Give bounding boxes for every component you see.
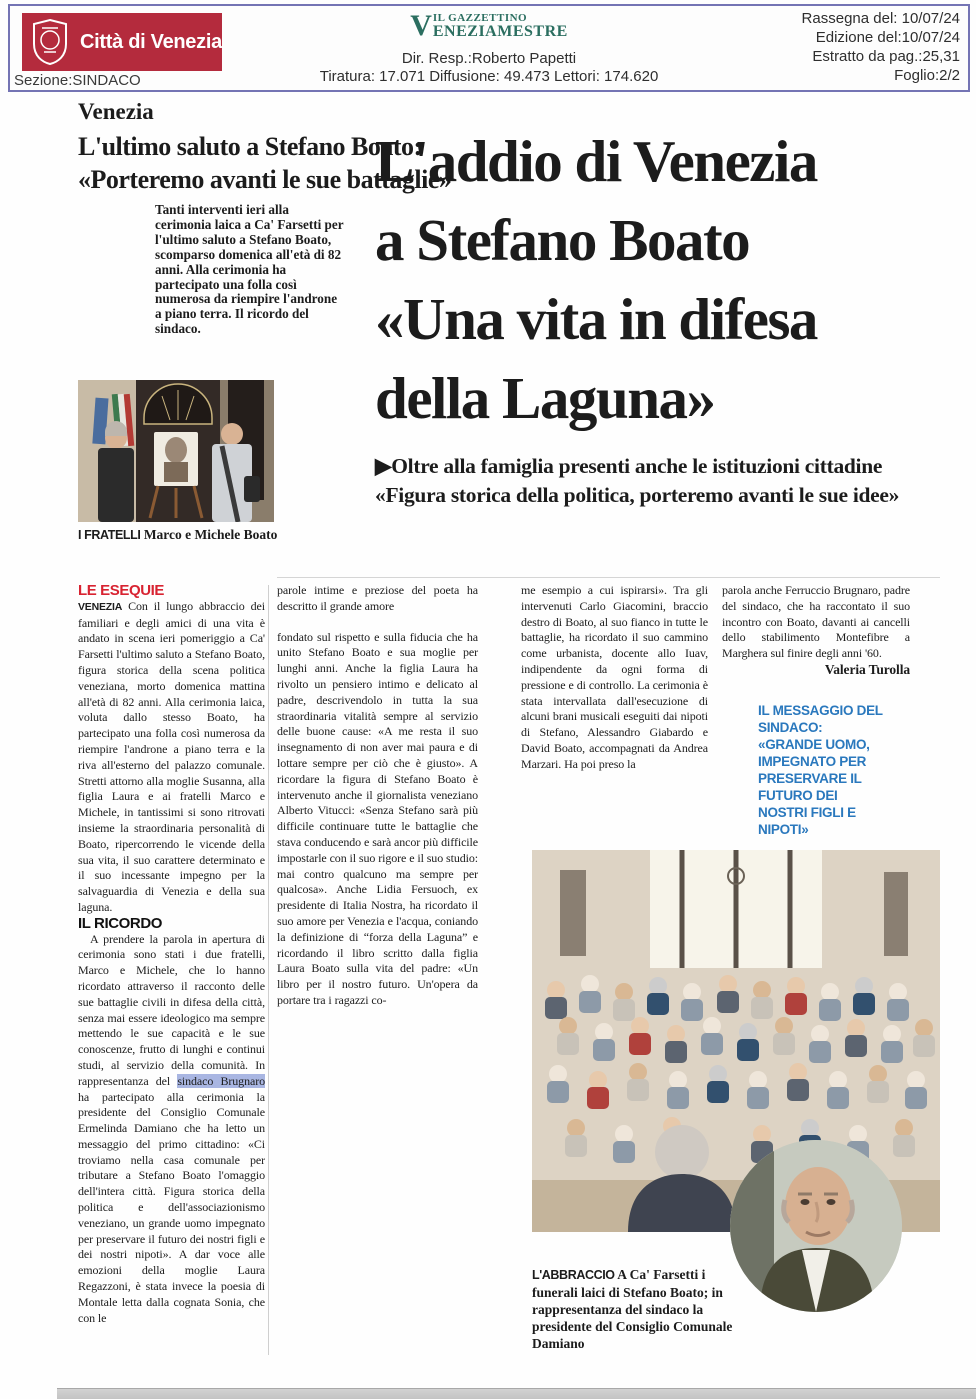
dateline: VENEZIA bbox=[78, 600, 123, 613]
divider bbox=[277, 577, 940, 578]
circulation-line: Tiratura: 17.071 Diffusione: 49.473 Lettori: 174.620 bbox=[319, 68, 659, 85]
subheadline: ▶Oltre alla famiglia presenti anche le istituzioni cittadine «Figura storica della politica, porteremo avanti le sue idee» bbox=[375, 454, 900, 507]
main-headline: L'addio di Venezia a Stefano Boato «Una vita in difesa della Laguna» bbox=[375, 128, 817, 431]
paragraph: VENEZIA Con il lungo abbraccio dei familiari e degli amici di una vita è andato in scena ieri pomeriggio a Ca' Farsetti l'ultimo saluto a Stefano Boato, figura storica della scena politica veneziana, morto domenica mattina all'età di 82 anni. Alla cerimonia laica, voluta dallo stesso Boato, ha partecipato una folla così numerosa da riempire l'androne a piano terra e la riva all'esterno del palazzo comunale. Stretti attorno alla moglie Susanna, alla figlia Laura e ai fratelli Marco e Michele, in tantissimi si sono ritrovati insieme la straordinaria personalità di Boato, ripercorrendo le vicende della sua vita, il suo carattere determinato e il suo incessante impegno per la salvaguardia di Venezia e della sua laguna. bbox=[78, 598, 265, 914]
kicker: Venezia bbox=[78, 99, 154, 124]
masthead-initial: V bbox=[410, 9, 432, 42]
brothers-photo-illustration bbox=[78, 380, 274, 522]
article-column-3 bbox=[521, 583, 708, 843]
review-meta bbox=[802, 9, 960, 85]
byline: Valeria Turolla bbox=[824, 661, 910, 677]
masthead-subtitle: ENEZIAMESTRE bbox=[432, 23, 568, 40]
paragraph: parole intime e preziose del poeta ha descritto il grande amore bbox=[277, 583, 478, 613]
brothers-photo bbox=[78, 380, 274, 522]
press-review-header bbox=[8, 4, 970, 92]
extract-pages: Estratto da pag.:25,31 bbox=[812, 48, 960, 65]
portrait-photo-illustration bbox=[730, 1140, 902, 1312]
secondary-headline: L'ultimo saluto a Stefano Boato: «Porteremo avanti le sue battaglie» bbox=[78, 132, 452, 194]
brothers-photo-caption: I FRATELLI Marco e Michele Boato bbox=[78, 527, 278, 542]
article-column-1 bbox=[78, 583, 265, 1365]
section-label: Sezione:SINDACO bbox=[14, 72, 141, 89]
paragraph: A prendere la parola in apertura di cerimonia sono stati i due fratelli, Marco e Michele, che lo hanno ricordato attraverso il racconto delle sue battaglie civili in difesa della città, senza mai essere ideologico ma sempre mettendo le sue capacità e le sue conoscenze, frutto di lunghi e continui studi, al servizio della comunità. In rappresentanza del sindaco Brugnaro ha partecipato alla cerimonia la presidente del Consiglio Comunale Ermelinda Damiano che ha letto un messaggio del primo cittadino: «Ci troviamo nella casa comunale per tributare a Stefano Boato l'omaggio dell'intera città. Figura storica della politica e dell'associazionismo veneziano, un grande uomo impegnato per preservare il futuro dei nostri figli e dei nostri nipoti». A dar voce alle emozioni della moglie Laura Regazzoni, è stata invece la poesia di Montale letta dalla cognata Sonia, che con le bbox=[78, 931, 265, 1325]
logo-text: Città di Venezia bbox=[80, 30, 222, 53]
paragraph: fondato sul rispetto e sulla fiducia che ha unito Stefano Boato e sua moglie per lunghi anni. Anche la figlia Laura ha rivolto un pensiero intimo e delicato al padre, descrivendolo in tutta la sua straordinaria vitalità sempre al servizio delle buone cause: «A me resta il suo insegnamento di non aver mai paura e di lottare sempre per ciò che è giusto». A ricordare la figura di Stefano Boato è intervenuto anche il giornalista veneziano Alberto Vitucci: «Senza Stefano sarà più difficile continuare tutte le battaglie che stava conducendo e sarà ancor più difficile impostarle con il suo rigore e il suo studio: mai contro qualcuno ma sempre per qualcosa». Anche Lidia Fersuoch, ex presidente di Italia Nostra, ha ricordato il suo amore per Venezia e l'acqua, coniando la definizione di “forza della Laguna” e ricordando il libro scritto dalla figlia Laura Boato sulla vita del padre: «Un libro per il nostro futuro. Un'opera da portare tra i ragazzi co- bbox=[277, 629, 478, 1007]
highlighted-text: sindaco Brugnaro bbox=[177, 1073, 265, 1088]
horizontal-scrollbar[interactable] bbox=[57, 1388, 976, 1399]
sheet-number: Foglio:2/2 bbox=[894, 67, 960, 84]
crowd-photo-caption: L'ABBRACCIO A Ca' Farsetti i funerali laici di Stefano Boato; in rappresentanza del sindaco la presidente del Consiglio Comunale Damiano bbox=[532, 1267, 733, 1351]
column-rule bbox=[268, 585, 269, 1355]
caption-lead: I FRATELLI bbox=[78, 528, 141, 542]
masthead-title: IL GAZZETTINO bbox=[432, 12, 528, 24]
article-column-4 bbox=[722, 583, 910, 838]
intro-summary: Tanti interventi ieri alla cerimonia laica a Ca' Farsetti per l'ultimo saluto a Stefano Boato, scomparso domenica all'età di 82 anni. Alla cerimonia ha partecipato una folla così numerosa da riempire l'androne a piano terra. Il ricordo del sindaco. bbox=[155, 202, 344, 337]
caption-lead: L'ABBRACCIO bbox=[532, 1268, 615, 1282]
mayor-message-quote: IL MESSAGGIO DEL SINDACO: «GRANDE UOMO, IMPEGNATO PER PRESERVARE IL FUTURO DEI NOSTRI FIGLI E NIPOTI» bbox=[758, 702, 883, 837]
edition-date: Edizione del:10/07/24 bbox=[815, 29, 960, 46]
section-title-ricordo: IL RICORDO bbox=[78, 914, 163, 932]
paragraph: parola anche Ferruccio Brugnaro, padre del sindaco, che ha raccontato il suo incontro con Boato, davanti ai cancelli dello stabilimento Montefibre a Marghera sul finire degli anni '60. bbox=[722, 583, 910, 661]
portrait-photo bbox=[730, 1140, 902, 1312]
paragraph: me esempio a cui ispirarsi». Tra gli intervenuti Carlo Giacomini, braccio destro di Boato, al suo fianco in tutte le battaglie, ha ricordato il suo cammino come urbanista, docente allo Iuav, indipendente da ogni forma di pressione e di controllo. La cerimonia è stata intervallata dall'esecuzione di alcuni brani musicali eseguiti dai nipoti di Stefano, Alessandro Giabardo e David Boato, accompagnati da Andrea Marzari. Ha poi preso la bbox=[521, 583, 708, 771]
article-column-2 bbox=[277, 583, 478, 1009]
director-line: Dir. Resp.:Roberto Papetti bbox=[401, 50, 577, 67]
section-title-esequie: LE ESEQUIE bbox=[78, 583, 165, 599]
review-date: Rassegna del: 10/07/24 bbox=[801, 10, 960, 27]
